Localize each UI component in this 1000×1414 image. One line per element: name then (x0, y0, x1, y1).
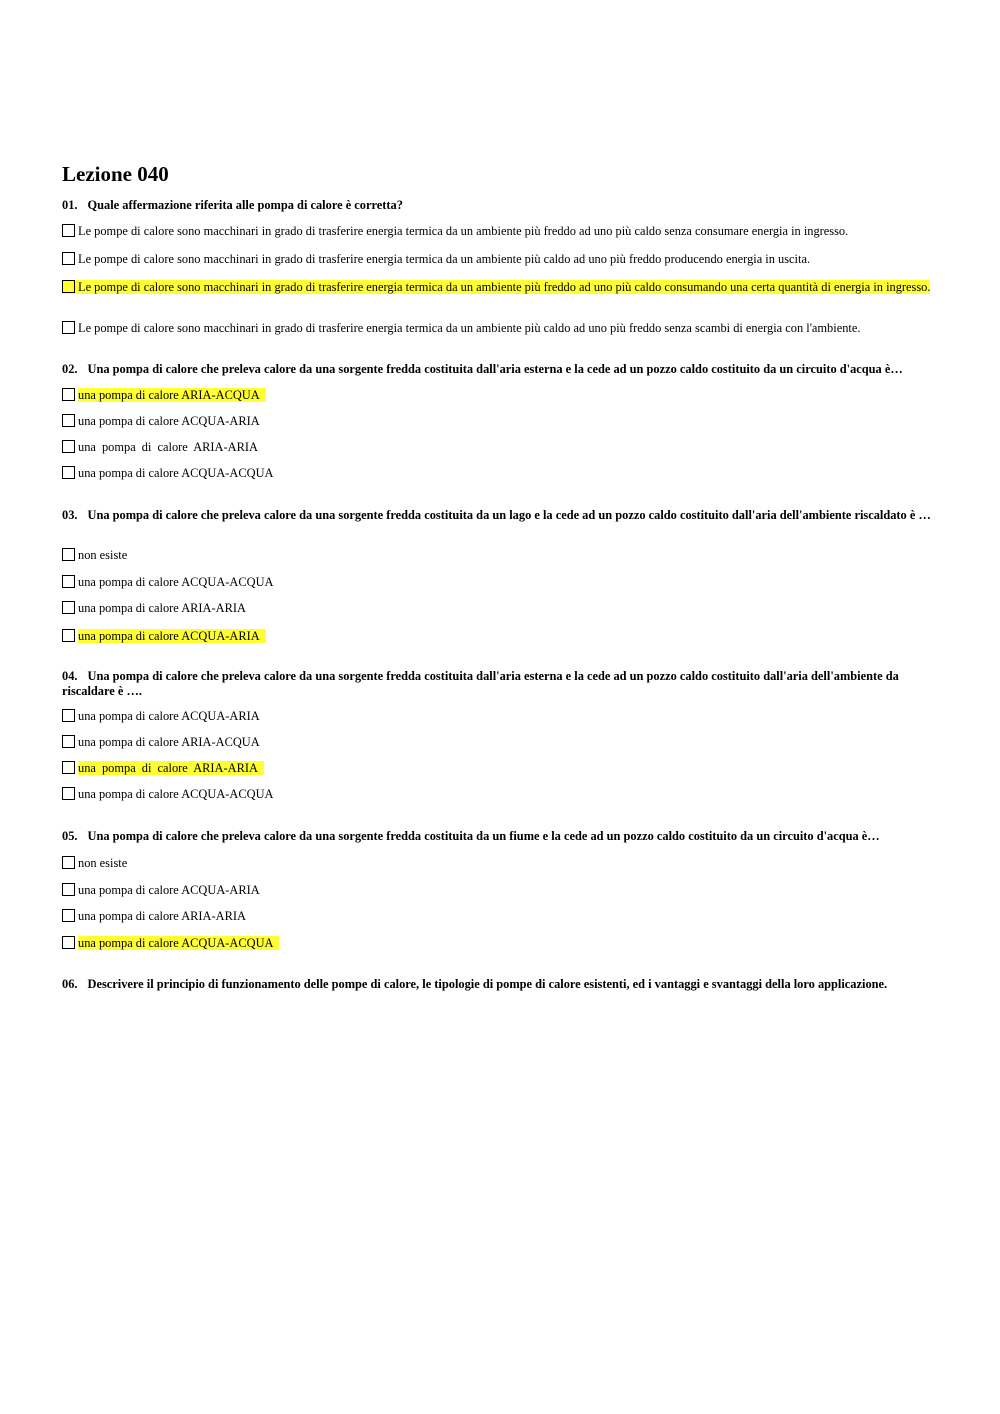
checkbox[interactable] (62, 856, 75, 869)
option-04-a[interactable] (62, 709, 932, 723)
checkbox[interactable] (62, 321, 75, 334)
checkbox[interactable] (62, 414, 75, 427)
question-04 (62, 669, 932, 699)
question-06 (62, 977, 932, 992)
question-number: 03. (62, 508, 78, 522)
checkbox[interactable] (62, 548, 75, 561)
option-03-d[interactable] (62, 629, 932, 643)
option-text: Le pompe di calore sono macchinari in grado di trasferire energia termica da un ambiente più caldo ad uno più freddo senza scambi di energia con l'ambiente. (78, 321, 861, 335)
option-text: una pompa di calore ACQUA-ACQUA (78, 787, 274, 801)
question-text: Una pompa di calore che preleva calore da una sorgente fredda costituita da un lago e la cede ad un pozzo caldo costituito dall'aria dell'ambiente riscaldato è … (87, 508, 931, 522)
lesson-title: Lezione 040 (62, 162, 169, 186)
question-text: Una pompa di calore che preleva calore da una sorgente fredda costituita dall'aria esterna e la cede ad un pozzo caldo costituito da un circuito d'acqua è… (87, 362, 903, 376)
checkbox[interactable] (62, 909, 75, 922)
question-text: Una pompa di calore che preleva calore da una sorgente fredda costituita dall'aria esterna e la cede ad un pozzo caldo costituito dall'aria dell'ambiente da riscaldare è …. (62, 669, 899, 698)
option-01-b[interactable] (62, 252, 932, 266)
question-05 (62, 829, 932, 844)
checkbox[interactable] (62, 787, 75, 800)
option-text: una pompa di calore ARIA-ACQUA (78, 388, 266, 402)
option-02-b[interactable] (62, 414, 932, 428)
option-text: una pompa di calore ARIA-ARIA (78, 440, 258, 454)
question-text: Una pompa di calore che preleva calore da una sorgente fredda costituita da un fiume e la cede ad un pozzo caldo costituito da un circuito d'acqua è… (87, 829, 880, 843)
checkbox[interactable] (62, 936, 75, 949)
option-text: una pompa di calore ARIA-ARIA (78, 601, 246, 615)
option-02-c[interactable] (62, 440, 932, 454)
option-05-d[interactable] (62, 936, 932, 950)
question-text: Descrivere il principio di funzionamento delle pompe di calore, le tipologie di pompe di calore esistenti, ed i vantaggi e svantaggi della loro applicazione. (87, 977, 888, 991)
question-number: 05. (62, 829, 78, 843)
option-text: una pompa di calore ACQUA-ARIA (78, 414, 260, 428)
option-04-d[interactable] (62, 787, 932, 801)
question-02 (62, 362, 932, 377)
question-03 (62, 508, 932, 523)
option-text: una pompa di calore ARIA-ARIA (78, 761, 264, 775)
option-03-c[interactable] (62, 601, 932, 615)
option-text: una pompa di calore ACQUA-ARIA (78, 629, 266, 643)
option-05-a[interactable] (62, 856, 932, 870)
option-text: una pompa di calore ACQUA-ACQUA (78, 575, 274, 589)
checkbox[interactable] (62, 224, 75, 237)
option-04-b[interactable] (62, 735, 932, 749)
option-05-b[interactable] (62, 883, 932, 897)
option-04-c[interactable] (62, 761, 932, 775)
checkbox[interactable] (62, 735, 75, 748)
option-01-a[interactable] (62, 224, 932, 238)
option-text: Le pompe di calore sono macchinari in grado di trasferire energia termica da un ambiente più freddo ad uno più caldo senza consumare energia in ingresso. (78, 224, 849, 238)
option-text: non esiste (78, 548, 128, 562)
checkbox[interactable] (62, 466, 75, 479)
highlighted-answer (62, 280, 930, 294)
checkbox[interactable] (62, 575, 75, 588)
option-text: non esiste (78, 856, 128, 870)
question-number: 04. (62, 669, 78, 683)
question-number: 06. (62, 977, 78, 991)
option-text: una pompa di calore ACQUA-ACQUA (78, 466, 274, 480)
option-02-d[interactable] (62, 466, 932, 480)
option-text: Le pompe di calore sono macchinari in grado di trasferire energia termica da un ambiente più freddo ad uno più caldo consumando una certa quantità di energia in ingresso. (78, 280, 931, 294)
option-01-c[interactable] (62, 280, 932, 294)
option-text: una pompa di calore ARIA-ACQUA (78, 735, 260, 749)
question-01 (62, 198, 932, 213)
checkbox[interactable] (62, 761, 75, 774)
option-text: una pompa di calore ARIA-ARIA (78, 909, 246, 923)
checkbox[interactable] (62, 280, 75, 293)
question-number: 01. (62, 198, 78, 212)
option-03-a[interactable] (62, 548, 932, 562)
option-text: una pompa di calore ACQUA-ACQUA (78, 936, 279, 950)
question-text: Quale affermazione riferita alle pompa di calore è corretta? (87, 198, 403, 212)
checkbox[interactable] (62, 709, 75, 722)
option-text: Le pompe di calore sono macchinari in grado di trasferire energia termica da un ambiente più caldo ad uno più freddo producendo energia in uscita. (78, 252, 811, 266)
checkbox[interactable] (62, 440, 75, 453)
checkbox[interactable] (62, 252, 75, 265)
option-01-d[interactable] (62, 321, 932, 335)
option-03-b[interactable] (62, 575, 932, 589)
checkbox[interactable] (62, 883, 75, 896)
question-number: 02. (62, 362, 78, 376)
option-05-c[interactable] (62, 909, 932, 923)
checkbox[interactable] (62, 601, 75, 614)
option-text: una pompa di calore ACQUA-ARIA (78, 883, 260, 897)
checkbox[interactable] (62, 388, 75, 401)
checkbox[interactable] (62, 629, 75, 642)
option-text: una pompa di calore ACQUA-ARIA (78, 709, 260, 723)
option-02-a[interactable] (62, 388, 932, 402)
